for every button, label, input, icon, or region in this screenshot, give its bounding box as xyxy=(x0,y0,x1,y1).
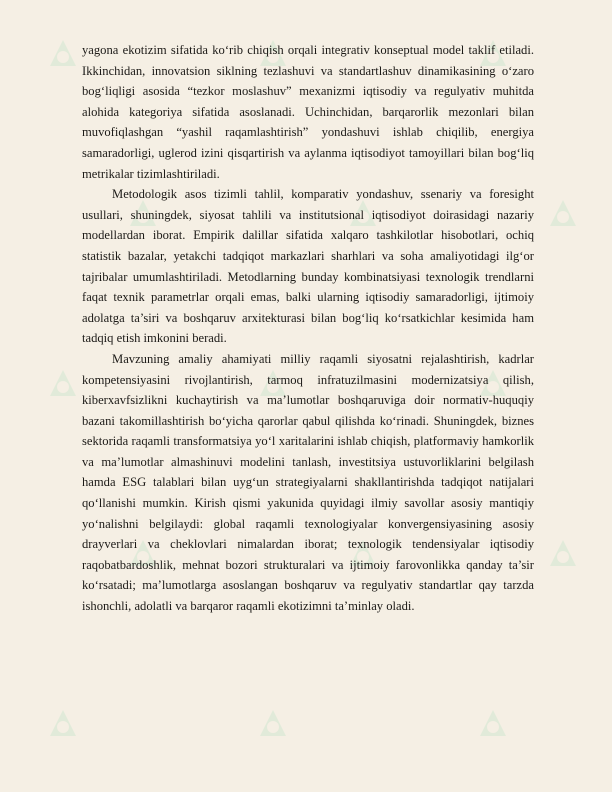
body-paragraph-3: Mavzuning amaliy ahamiyati milliy raqamli siyosatni rejalashtirish, kadrlar kompetensiyasini rivojlantirish, tarmoq infratuzilmasini modernizatsiya qilish, kiberxavfsizlikni kuchaytirish va ma’lumotlar boshqaruviga doir normativ-huquqiy bazani takomillashtirish bo‘yicha qarorlar qabul qilishda ko‘rinadi. Shuningdek, biznes sektorida raqamli transformatsiya yo‘l xaritalarini ishlab chiqish, platformaviy hamkorlik va ma’lumotlar almashinuvi modelini tanlash, investitsiya ustuvorliklarini belgilash hamda ESG talablari bilan uyg‘un strategiyalarni shakllantirishda tadqiqot natijalari qo‘llanishi mumkin. Kirish qismi yakunida quyidagi ilmiy savollar asosiy mantiqiy yo‘nalishni belgilaydi: global raqamli texnologiyalar konvergensiyasining asosiy drayverlari va cheklovlari nimalardan iborat; texnologik tendensiyalar iqtisodiy raqobatbardoshlik, mehnat bozori strukturalari va ijtimoiy farovonlikka qanday ta’sir ko‘rsatadi; ma’lumotlarga asoslangan boshqaruv va regulyativ standartlar qay tarzda ishonchli, adolatli va barqaror raqamli ekotizimni ta’minlay oladi. xyxy=(82,351,534,614)
watermark-logo-icon xyxy=(470,700,516,746)
document-body xyxy=(82,40,534,617)
watermark-logo-icon xyxy=(540,190,586,236)
body-paragraph-1: yagona ekotizim sifatida ko‘rib chiqish orqali integrativ konseptual model taklif etiladi. Ikkinchidan, innovatsion siklning tezlashuvi va standartlashuv dinamikasining o‘zaro bog‘liqligi asosida “tezkor moslashuv” mexanizmi iqtisodiy va regulyativ muhitda alohida kategoriya sifatida asoslanadi. Uchinchidan, barqarorlik mezonlari bilan muvofiqlashgan “yashil raqamlashtirish” yondashuvi ishlab chiqilib, energiya samaradorligi, uglerod izini qisqartirish va aylanma iqtisodiyot tamoyillari bilan bog‘liq metrikalar tizimlashtiriladi. xyxy=(82,43,534,181)
watermark-logo-icon xyxy=(40,700,86,746)
watermark-logo-icon xyxy=(540,530,586,576)
watermark-logo-icon xyxy=(250,700,296,746)
body-paragraph-2: Metodologik asos tizimli tahlil, komparativ yondashuv, ssenariy va foresight usullari, shuningdek, siyosat tahlili va institutsional iqtisodiyot doirasidagi nazariy modellardan iborat. Empirik dalillar sifatida xalqaro tashkilotlar hisobotlari, ochiq statistik bazalar, yetakchi tadqiqot markazlari sharhlari va soha amaliyotidagi ilg‘or tajribalar umumlashtiriladi. Metodlarning bunday kombinatsiyasi texnologik trendlarni faqat texnik parametrlar orqali emas, balki ularning iqtisodiy samaradorligi, ijtimoiy adolatga ta’siri va boshqaruv arxitekturasi bilan bog‘liq ko‘rsatkichlar kesimida ham tadqiq etish imkonini beradi. xyxy=(82,187,534,346)
watermark-logo-icon xyxy=(40,30,86,76)
watermark-logo-icon xyxy=(40,360,86,406)
